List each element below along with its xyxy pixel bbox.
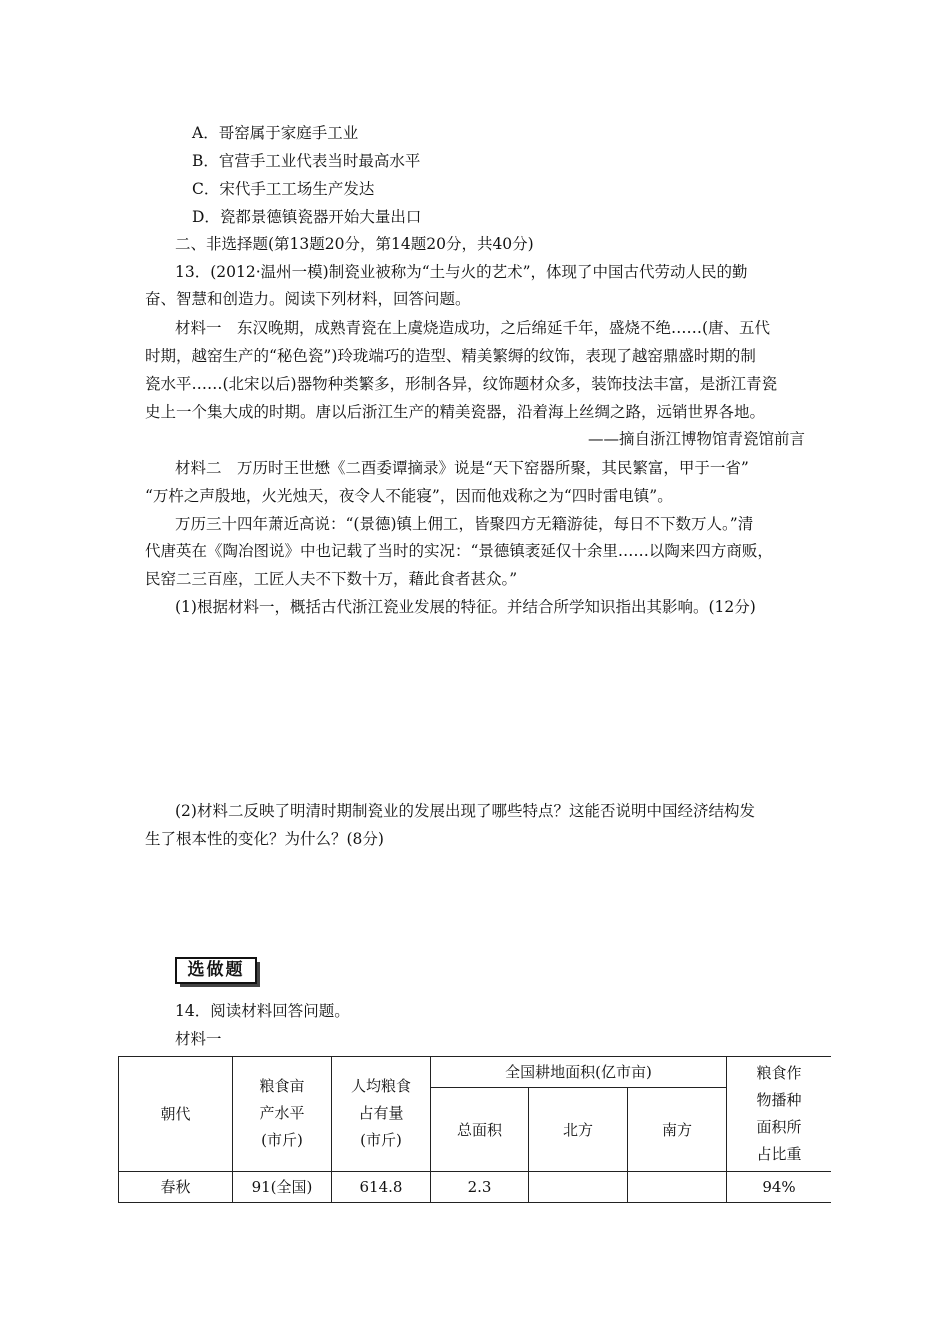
option-b: B．官营手工业代表当时最高水平 [192, 152, 421, 170]
material2-line3: 万历三十四年萧近高说：“(景德)镇上佣工，皆聚四方无籍游徒，每日不下数万人。”清 [175, 515, 754, 533]
material1-line4: 史上一个集大成的时期。唐以后浙江生产的精美瓷器，沿着海上丝绸之路，远销世界各地。 [145, 403, 766, 421]
cell-south [628, 1172, 727, 1203]
material2-line2: “万杵之声殷地，火光烛天，夜令人不能寝”，因而他戏称之为“四时雷电镇”。 [145, 487, 673, 505]
q14-stem: 14．阅读材料回答问题。 [175, 1002, 350, 1020]
option-d: D．瓷都景德镇瓷器开始大量出口 [192, 208, 422, 226]
q13-stem-line2: 奋、智慧和创造力。阅读下列材料，回答问题。 [145, 290, 471, 308]
header-yield: 粮食亩 产水平 (市斤) [233, 1057, 332, 1172]
q13-stem-line1: 13．(2012·温州一模)制瓷业被称为“土与火的艺术”，体现了中国古代劳动人民的勤 [175, 263, 748, 281]
header-farmland-area: 全国耕地面积(亿市亩) [431, 1057, 727, 1088]
subquestion-2-line2: 生了根本性的变化？为什么？(8分) [145, 830, 384, 848]
badge-label: 选做题 [187, 960, 245, 980]
subquestion-1: (1)根据材料一，概括古代浙江瓷业发展的特征。并结合所学知识指出其影响。(12分) [175, 598, 756, 616]
cell-per-capita: 614.8 [332, 1172, 431, 1203]
cell-north [529, 1172, 628, 1203]
header-per-capita: 人均粮食 占有量 (市斤) [332, 1057, 431, 1172]
material2-line5: 民窑二三百座，工匠人夫不下数十万，藉此食者甚众。” [145, 570, 518, 588]
table-row [119, 1172, 832, 1203]
cell-total-area: 2.3 [431, 1172, 529, 1203]
grain-data-table [118, 1056, 831, 1203]
material2-line4: 代唐英在《陶冶图说》中也记载了当时的实况：“景德镇袤延仅十余里……以陶来四方商贩， [145, 542, 773, 560]
header-total-area: 总面积 [431, 1088, 529, 1172]
material1-line2: 时期，越窑生产的“秘色瓷”)玲珑端巧的造型、精美繁缛的纹饰，表现了越窑鼎盛时期的制 [145, 347, 756, 365]
header-dynasty: 朝代 [119, 1057, 233, 1172]
option-c: C．宋代手工工场生产发达 [192, 180, 375, 198]
material1-source: ——摘自浙江博物馆青瓷馆前言 [587, 430, 805, 448]
q14-material-label: 材料一 [175, 1030, 222, 1048]
subquestion-2-line1: (2)材料二反映了明清时期制瓷业的发展出现了哪些特点？这能否说明中国经济结构发 [175, 802, 755, 820]
material2-line1: 材料二 万历时王世懋《二酉委谭摘录》说是“天下窑器所聚，其民繁富，甲于一省” [175, 459, 749, 477]
cell-grain-ratio: 94% [727, 1172, 832, 1203]
cell-yield: 91(全国) [233, 1172, 332, 1203]
option-a: A．哥窑属于家庭手工业 [192, 124, 359, 142]
material1-line1: 材料一 东汉晚期，成熟青瓷在上虞烧造成功，之后绵延千年，盛烧不绝……(唐、五代 [175, 319, 771, 337]
header-grain-ratio: 粮食作 物播种 面积所 占比重 [727, 1057, 832, 1172]
section-heading: 二、非选择题(第13题20分，第14题20分，共40分) [175, 235, 534, 253]
header-south: 南方 [628, 1088, 727, 1172]
header-north: 北方 [529, 1088, 628, 1172]
optional-questions-badge [175, 957, 263, 989]
cell-dynasty: 春秋 [119, 1172, 233, 1203]
material1-line3: 瓷水平……(北宋以后)器物种类繁多，形制各异，纹饰题材众多，装饰技法丰富，是浙江青瓷 [145, 375, 778, 393]
